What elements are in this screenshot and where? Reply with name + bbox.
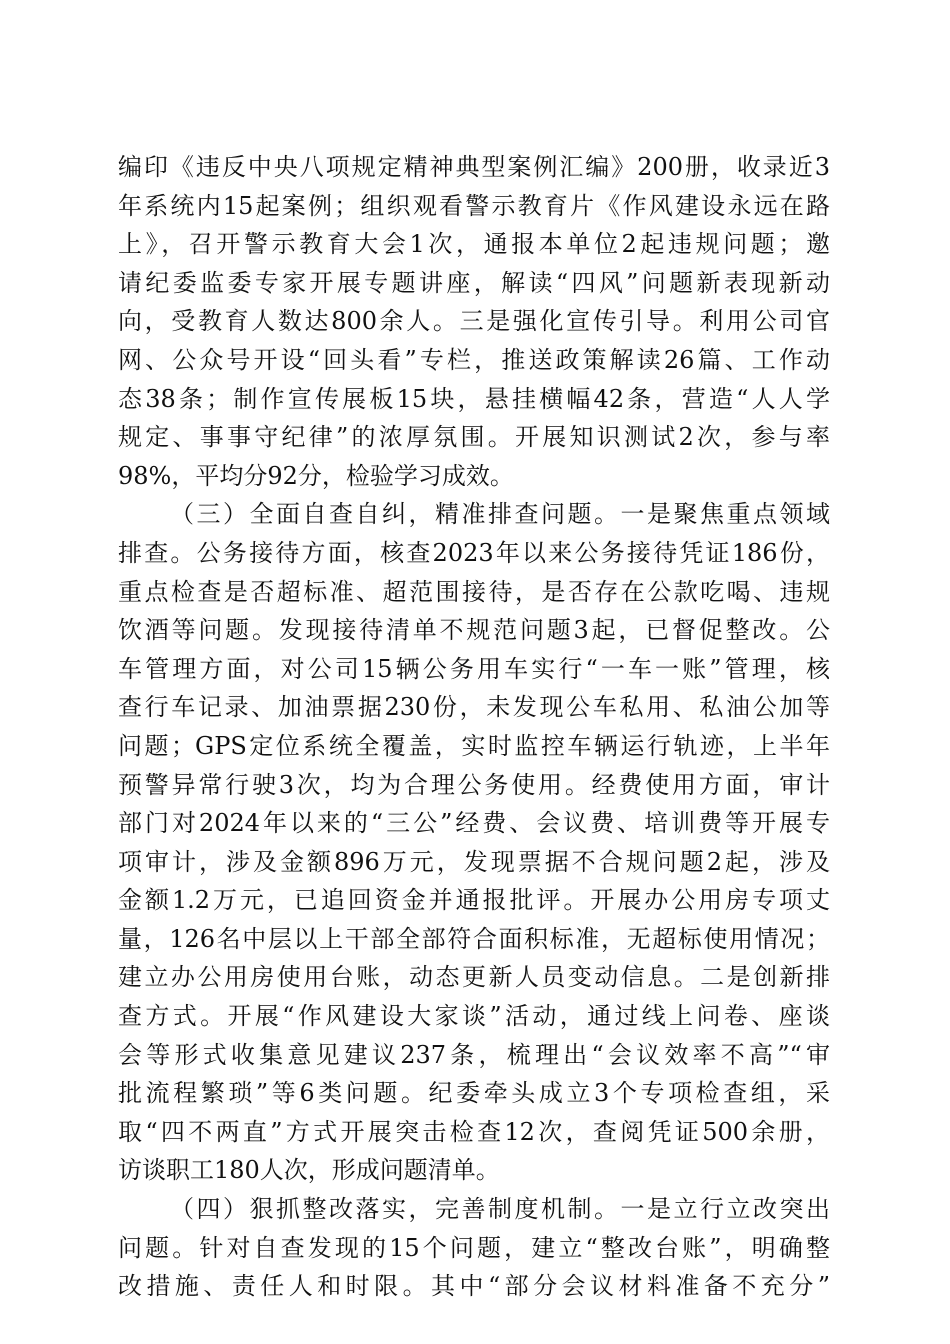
text-line: 批流程繁琐”等6类问题。纪委牵头成立3个专项检查组，采 bbox=[118, 1079, 830, 1108]
text-line: 网、公众号开设“回头看”专栏，推送政策解读26篇、工作动 bbox=[118, 345, 830, 374]
text-line: 问题；GPS定位系统全覆盖，实时监控车辆运行轨迹，上半年 bbox=[118, 731, 830, 760]
text-line: 编印《违反中央八项规定精神典型案例汇编》200册，收录近3 bbox=[118, 153, 830, 181]
text-line: 取“四不两直”方式开展突击检查12次，查阅凭证500余册， bbox=[118, 1117, 830, 1146]
text-line: 改措施、责任人和时限。其中“部分会议材料准备不充分” bbox=[118, 1272, 830, 1301]
text-line: 98%，平均分92分，检验学习成效。 bbox=[118, 461, 514, 490]
text-line: 重点检查是否超标准、超范围接待，是否存在公款吃喝、违规 bbox=[118, 577, 830, 606]
section-heading-line: （四）狠抓整改落实，完善制度机制。一是立行立改突出 bbox=[170, 1195, 830, 1224]
paragraph-3 bbox=[118, 1190, 830, 1306]
text-line: 请纪委监委专家开展专题讲座，解读“四风”问题新表现新动 bbox=[118, 268, 830, 297]
text-line: 年系统内15起案例；组织观看警示教育片《作风建设永远在路 bbox=[118, 191, 830, 220]
text-line: 态38条；制作宣传展板15块，悬挂横幅42条，营造“人人学 bbox=[118, 384, 830, 413]
text-line: 上》，召开警示教育大会1次，通报本单位2起违规问题；邀 bbox=[118, 230, 830, 259]
paragraph-2 bbox=[118, 495, 830, 1190]
text-line: 会等形式收集意见建议237条，梳理出“会议效率不高”“审 bbox=[118, 1040, 830, 1069]
text-line: 访谈职工180人次，形成问题清单。 bbox=[118, 1156, 500, 1185]
paragraph-1 bbox=[118, 148, 830, 495]
text-line: 部门对2024年以来的“三公”经费、会议费、培训费等开展专 bbox=[118, 809, 830, 838]
text-line: 规定、事事守纪律”的浓厚氛围。开展知识测试2次，参与率 bbox=[118, 423, 830, 452]
text-line: 查方式。开展“作风建设大家谈”活动，通过线上问卷、座谈 bbox=[118, 1002, 830, 1031]
text-line: 建立办公用房使用台账，动态更新人员变动信息。二是创新排 bbox=[118, 963, 830, 992]
text-line: 预警异常行驶3次，均为合理公务使用。经费使用方面，审计 bbox=[118, 770, 830, 799]
text-line: 金额1.2万元，已追回资金并通报批评。开展办公用房专项丈 bbox=[118, 886, 830, 915]
text-line: 向，受教育人数达800余人。三是强化宣传引导。利用公司官 bbox=[118, 307, 830, 336]
text-line: 量，126名中层以上干部全部符合面积标准，无超标使用情况； bbox=[118, 924, 830, 953]
document-body bbox=[118, 148, 830, 1306]
text-line: 问题。针对自查发现的15个问题，建立“整改台账”，明确整 bbox=[118, 1233, 830, 1262]
text-line: 排查。公务接待方面，核查2023年以来公务接待凭证186份， bbox=[118, 538, 830, 567]
text-line: 查行车记录、加油票据230份，未发现公车私用、私油公加等 bbox=[118, 693, 830, 722]
section-heading-line: （三）全面自查自纠，精准排查问题。一是聚焦重点领域 bbox=[170, 500, 830, 529]
text-line: 饮酒等问题。发现接待清单不规范问题3起，已督促整改。公 bbox=[118, 616, 830, 645]
text-line: 项审计，涉及金额896万元，发现票据不合规问题2起，涉及 bbox=[118, 847, 830, 876]
text-line: 车管理方面，对公司15辆公务用车实行“一车一账”管理，核 bbox=[118, 654, 830, 683]
